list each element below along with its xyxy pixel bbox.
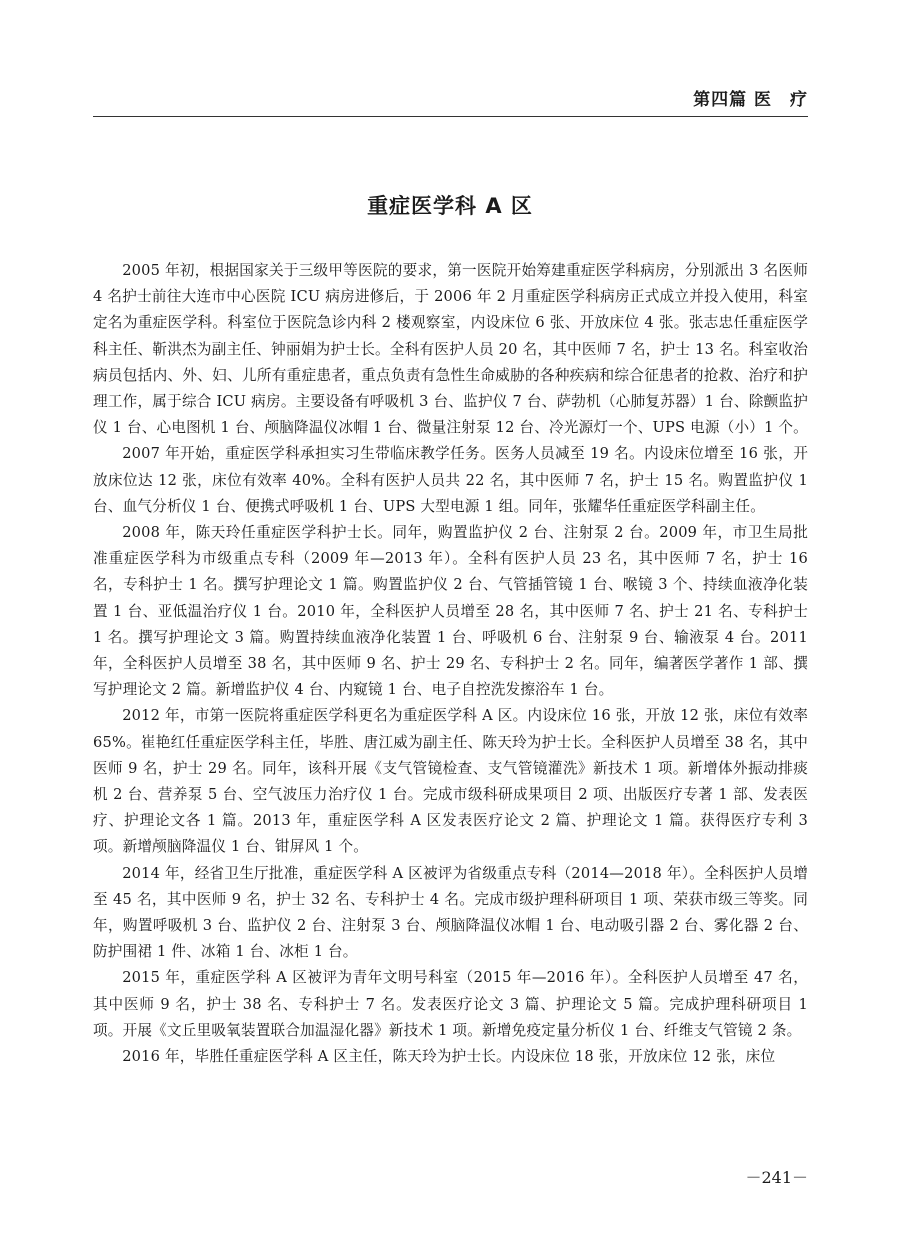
paragraph-2007: 2007 年开始，重症医学科承担实习生带临床教学任务。医务人员减至 19 名。内设床位增至 16 张，开放床位达 12 张，床位有效率 40%。全科有医护人员共 22 名，其中医师 7 名，护士 15 名。购置监护仪 1 台、血气分析仪 1 台、便携式呼吸机 1 台、UPS 大型电源 1 组。同年，张耀华任重症医学科副主任。 — [93, 445, 808, 515]
paragraph-2005: 2005 年初，根据国家关于三级甲等医院的要求，第一医院开始筹建重症医学科病房，分别派出 3 名医师 4 名护士前往大连市中心医院 ICU 病房进修后，于 2006 年 2 月重症医学科病房正式成立并投入使用，科室定名为重症医学科。科室位于医院急诊内科 2 楼观察室，内设床位 6 张、开放床位 4 张。张志忠任重症医学科主任、靳洪杰为副主任、钟丽娟为护士长。全科有医护人员 20 名，其中医师 7 名，护士 13 名。科室收治病员包括内、外、妇、儿所有重症患者，重点负责有急性生命威胁的各种疾病和综合征患者的抢救、治疗和护理工作，属于综合 ICU 病房。主要设备有呼吸机 3 台、监护仪 7 台、萨勃机（心肺复苏器）1 台、除颤监护仪 1 台、心电图机 1 台、颅脑降温仪冰帽 1 台、微量注射泵 12 台、冷光源灯一个、UPS 电源（小）1 个。 — [93, 262, 808, 437]
paragraph-2008: 2008 年，陈天玲任重症医学科护士长。同年，购置监护仪 2 台、注射泵 2 台。2009 年，市卫生局批准重症医学科为市级重点专科（2009 年—2013 年）。全科有医护人员 23 名，其中医师 7 名，护士 16 名，专科护士 1 名。撰写护理论文 1 篇。购置监护仪 2 台、气管插管镜 1 台、喉镜 3 个、持续血液净化装置 1 台、亚低温治疗仪 1 台。2010 年，全科医护人员增至 28 名，其中医师 7 名、护士 21 名、专科护士 1 名。撰写护理论文 3 篇。购置持续血液净化装置 1 台、呼吸机 6 台、注射泵 9 台、输液泵 4 台。2011 年，全科医护人员增至 38 名，其中医师 9 名、护士 29 名、专科护士 2 名。同年，编著医学著作 1 部、撰写护理论文 2 篇。新增监护仪 4 台、内窥镜 1 台、电子自控洗发擦浴车 1 台。 — [93, 524, 808, 699]
paragraph-2016: 2016 年，毕胜任重症医学科 A 区主任，陈天玲为护士长。内设床位 18 张，开放床位 12 张，床位 — [122, 1048, 776, 1066]
article-body — [93, 258, 808, 1070]
paragraph-2012: 2012 年，市第一医院将重症医学科更名为重症医学科 A 区。内设床位 16 张，开放 12 张，床位有效率 65%。崔艳红任重症医学科主任，毕胜、唐江威为副主任、陈天玲为护士长。全科医护人员增至 38 名，其中医师 9 名，护士 29 名。同年，该科开展《支气管镜检查、支气管镜灌洗》新技术 1 项。新增体外振动排痰机 2 台、营养泵 5 台、空气波压力治疗仪 1 台。完成市级科研成果项目 2 项、出版医疗专著 1 部、发表医疗、护理论文各 1 篇。2013 年，重症医学科 A 区发表医疗论文 2 篇、护理论文 1 篇。获得医疗专利 3 项。新增颅脑降温仪 1 台、钳屏风 1 个。 — [93, 707, 808, 856]
header-rule — [93, 116, 808, 117]
paragraph-2014: 2014 年，经省卫生厅批准，重症医学科 A 区被评为省级重点专科（2014—2018 年）。全科医护人员增至 45 名，其中医师 9 名，护士 32 名、专科护士 4 名。完成市级护理科研项目 1 项、荣获市级三等奖。同年，购置呼吸机 3 台、监护仪 2 台、注射泵 3 台、颅脑降温仪冰帽 1 台、电动吸引器 2 台、雾化器 2 台、防护围裙 1 件、冰箱 1 台、冰柜 1 台。 — [93, 864, 808, 961]
page-title: 重症医学科 A 区 — [367, 194, 533, 219]
running-header: 第四篇 医 疗 — [693, 90, 808, 110]
page-number: －241－ — [745, 1168, 808, 1187]
paragraph-2015: 2015 年，重症医学科 A 区被评为青年文明号科室（2015 年—2016 年）。全科医护人员增至 47 名，其中医师 9 名，护士 38 名、专科护士 7 名。发表医疗论文 3 篇、护理论文 5 篇。完成护理科研项目 1 项。开展《文丘里吸氧装置联合加温湿化器》新技术 1 项。新增免疫定量分析仪 1 台、纤维支气管镜 2 条。 — [93, 969, 808, 1039]
